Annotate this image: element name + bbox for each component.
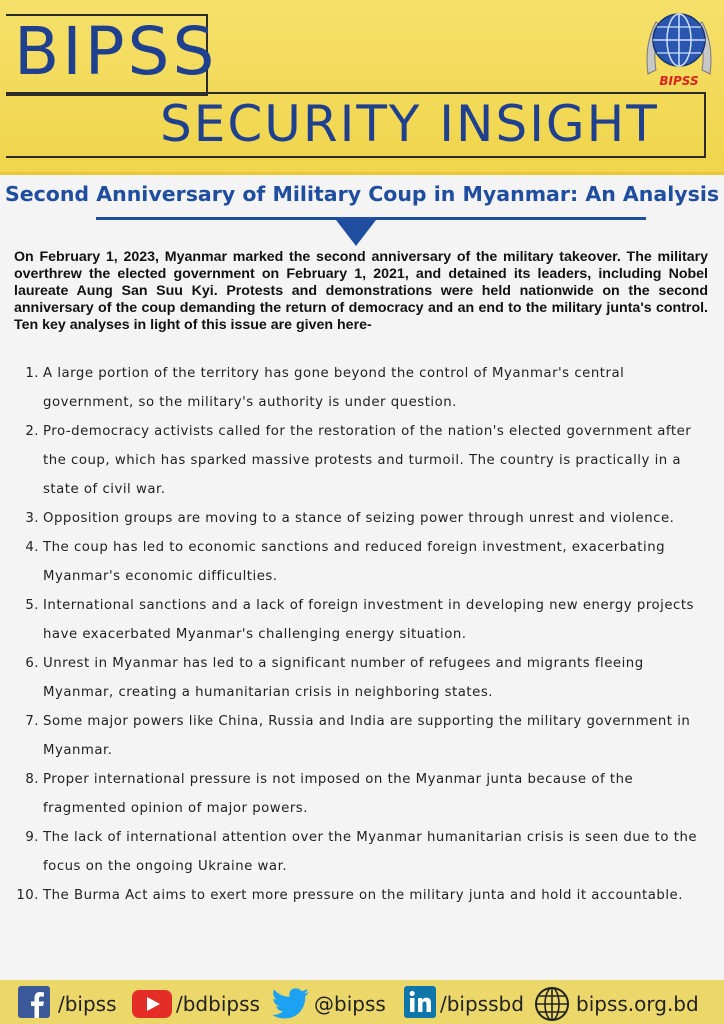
twitter-icon[interactable]: [272, 988, 310, 1020]
facebook-icon[interactable]: [18, 986, 50, 1018]
header-subtitle: SECURITY INSIGHT: [160, 95, 659, 153]
facebook-link[interactable]: /bipss: [58, 992, 117, 1016]
list-item: [12, 707, 712, 765]
list-item-text: A large portion of the territory has gone beyond the control of Myanmar's central government, so the military's authority is under question.: [43, 366, 625, 410]
list-item-text: The lack of international attention over the Myanmar humanitarian crisis is seen due to the focus on the ongoing Ukraine war.: [43, 830, 698, 874]
list-item-text: Unrest in Myanmar has led to a significant number of refugees and migrants fleeing Myanmar, creating a humanitarian crisis in neighboring states.: [43, 656, 644, 700]
list-item: [12, 649, 712, 707]
list-item-text: Opposition groups are moving to a stance of seizing power through unrest and violence.: [43, 511, 675, 526]
list-item-number: 7.: [25, 714, 39, 729]
list-item: [12, 591, 712, 649]
website-link[interactable]: bipss.org.bd: [576, 992, 699, 1016]
list-item-text: International sanctions and a lack of foreign investment in developing new energy projects have exacerbated Myanmar's challenging energy situation.: [43, 598, 694, 642]
list-item-number: 1.: [25, 366, 39, 381]
twitter-link[interactable]: @bipss: [314, 992, 386, 1016]
globe-icon: [534, 986, 570, 1022]
list-item-number: 8.: [25, 772, 39, 787]
list-item: [12, 504, 712, 533]
analysis-list: [12, 359, 712, 910]
article-intro: On February 1, 2023, Myanmar marked the second anniversary of the military takeover. The military overthrew the elected government on February 1, 2021, and detained its leaders, including Nobel laureate Aung San Suu Kyi. Protests and demonstrations were held nationwide on the second anniversary of the coup demanding the return of democracy and an end to the military junta's control. Ten key analyses in light of this issue are given here-: [14, 249, 708, 333]
list-item-text: The Burma Act aims to exert more pressure on the military junta and hold it accountable.: [43, 888, 683, 903]
youtube-link[interactable]: /bdbipss: [176, 992, 260, 1016]
list-item-number: 4.: [25, 540, 39, 555]
logo-label: BIPSS: [659, 74, 699, 88]
list-item: [12, 765, 712, 823]
linkedin-icon[interactable]: [404, 986, 436, 1018]
list-item-number: 3.: [25, 511, 39, 526]
list-item-number: 9.: [25, 830, 39, 845]
list-item-number: 6.: [25, 656, 39, 671]
header-banner: [0, 0, 724, 175]
divider-pointer: [336, 220, 376, 246]
list-item: [12, 533, 712, 591]
list-item-text: Proper international pressure is not imposed on the Myanmar junta because of the fragmented opinion of major powers.: [43, 772, 634, 816]
list-item: [12, 417, 712, 504]
list-item-number: 5.: [25, 598, 39, 613]
brand-title: BIPSS: [14, 13, 218, 90]
list-item-text: Some major powers like China, Russia and India are supporting the military government in Myanmar.: [43, 714, 691, 758]
list-item: [12, 881, 712, 910]
list-item: [12, 359, 712, 417]
list-item-text: The coup has led to economic sanctions and reduced foreign investment, exacerbating Myanmar's economic difficulties.: [43, 540, 666, 584]
youtube-icon[interactable]: [132, 990, 172, 1018]
linkedin-link[interactable]: /bipssbd: [440, 992, 524, 1016]
list-item-number: 2.: [25, 424, 39, 439]
article-title: Second Anniversary of Military Coup in Myanmar: An Analysis: [4, 182, 720, 206]
list-item: [12, 823, 712, 881]
list-item-text: Pro-democracy activists called for the restoration of the nation's elected government after the coup, which has sparked massive protests and turmoil. The country is practically in a state of civil war.: [43, 424, 692, 497]
list-item-number: 10.: [16, 888, 39, 903]
